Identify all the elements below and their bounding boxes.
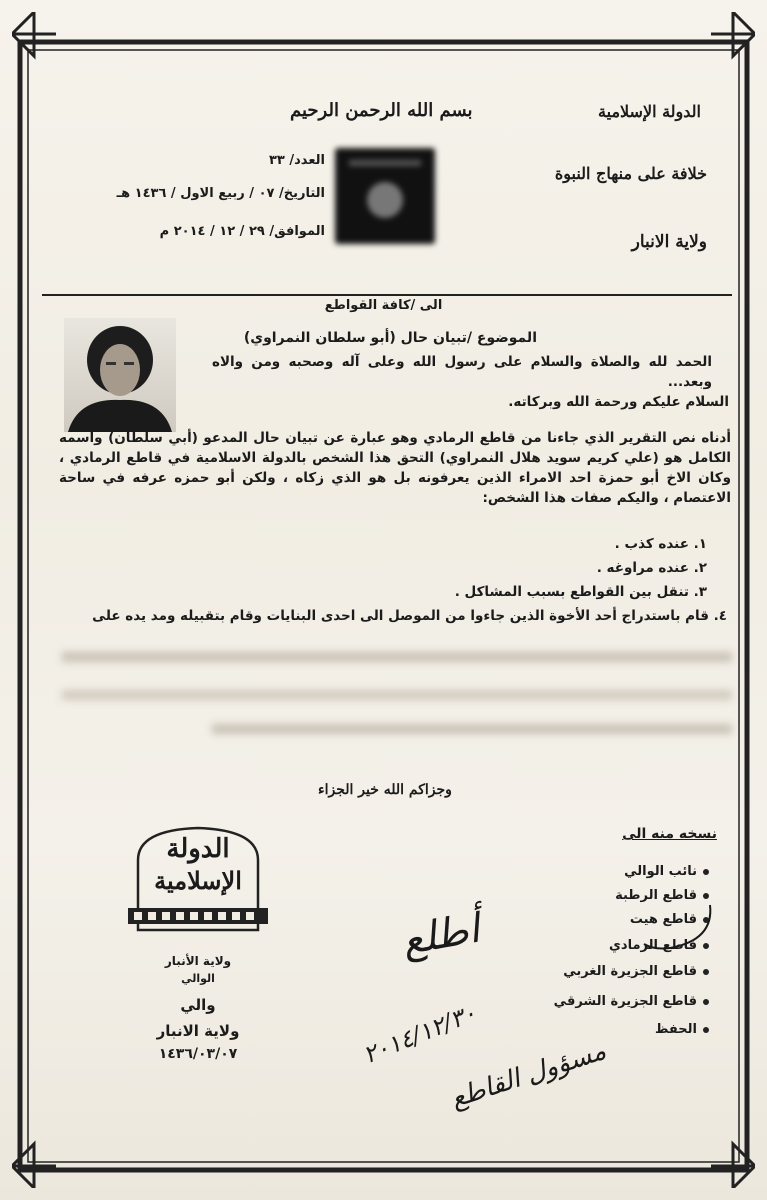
seal-title: الوالي	[181, 972, 215, 985]
trait-item: ١. عنده كذب .	[614, 536, 707, 552]
province-line: ولاية الانبار	[631, 232, 707, 252]
handwritten-note-date: ٢٠١٤/١٢/٣٠	[359, 998, 481, 1070]
copy-recipient: قاطع الجزيرة الغربي	[563, 964, 709, 979]
bullet-icon	[703, 999, 709, 1005]
signatory-title: والي	[180, 996, 216, 1014]
redacted-line	[212, 724, 732, 734]
greeting-praise: الحمد لله والصلاة والسلام على رسول الله وعلى آله وصحبه ومن والاه وبعد...	[212, 354, 712, 390]
number-row	[269, 153, 325, 168]
number-value: ٣٣	[268, 153, 285, 168]
copy-recipient: قاطع الرطبة	[615, 888, 709, 903]
trait-item: ٣. تنقل بين القواطع بسبب المشاكل .	[454, 584, 707, 600]
closing-line: وجزاكم الله خير الجزاء	[318, 782, 452, 798]
equiv-date-row	[160, 224, 325, 239]
copy-recipient: الحفظ	[655, 1022, 709, 1037]
addressee: الى /كافة القواطع	[324, 298, 443, 313]
equiv-value: ٢٩ / ١٢ / ٢٠١٤ م	[159, 224, 265, 239]
handwritten-arrow	[640, 900, 720, 980]
redacted-line	[62, 652, 732, 662]
caliphate-line: خلافة على منهاج النبوة	[554, 164, 707, 183]
seal-line-2: الإسلامية	[154, 866, 242, 895]
subject: الموضوع /تبيان حال (أبو سلطان النمراوي)	[243, 330, 537, 346]
person-photo	[64, 318, 176, 432]
equiv-label: الموافق/	[269, 224, 325, 239]
copy-recipient: قاطع هيت	[630, 912, 709, 927]
copies-title: نسخه منه الى	[622, 826, 717, 842]
state-name: الدولة الإسلامية	[598, 102, 701, 121]
signatory-date: ١٤٣٦/٠٣/٠٧	[158, 1046, 238, 1062]
date-row	[117, 186, 325, 201]
report-paragraph: أدناه نص التقرير الذي جاءنا من قاطع الرمادي وهو عبارة عن تبيان حال المدعو (أبي سلطان) واسمه الكامل هو (علي كريم سويد هلال النمراوي) التحق هذا الشخص بالدولة الاسلامية في قاطع الرمادي ، وكان الاخ أبو حمزة احد الامراء الذين يعرفونه بل هو الذي زكاه ، ولكن أبو حمزه عرفه في ساحة الاعتصام ، واليكم صفات هذا الشخص:	[59, 430, 731, 506]
handwritten-note-reviewed: أطلع	[398, 905, 483, 965]
official-seal	[128, 820, 268, 950]
trait-item: ٤. قام باستدراج أحد الأخوة الذين جاءوا من الموصل الى احدى البنايات وقام بتقبيله ومد يده على	[92, 608, 727, 624]
redacted-line	[62, 690, 732, 700]
copy-recipient: قاطع الرمادي	[609, 938, 709, 953]
handwritten-note-sector: مسؤول القاطع	[447, 1035, 610, 1115]
signatory-province: ولاية الانبار	[156, 1022, 240, 1040]
copy-recipient: نائب الوالي	[624, 864, 709, 879]
greeting-salam: السلام عليكم ورحمة الله وبركاته.	[508, 394, 729, 410]
seal-province: ولاية الأنبار	[164, 954, 232, 968]
basmala: بسم الله الرحمن الرحيم	[290, 100, 473, 121]
trait-item: ٢. عنده مراوغه .	[596, 560, 707, 576]
bullet-icon	[703, 893, 709, 899]
seal-line-1: الدولة	[166, 834, 230, 864]
bullet-icon	[703, 1027, 709, 1033]
date-value: ٠٧ / ربيع الاول / ١٤٣٦ هـ	[116, 186, 275, 201]
copy-recipient: قاطع الجزيرة الشرقي	[554, 994, 709, 1009]
blurred-emblem	[335, 148, 435, 244]
number-label: العدد/	[289, 153, 325, 168]
bullet-icon	[703, 869, 709, 875]
date-label: التاريخ/	[278, 186, 325, 201]
